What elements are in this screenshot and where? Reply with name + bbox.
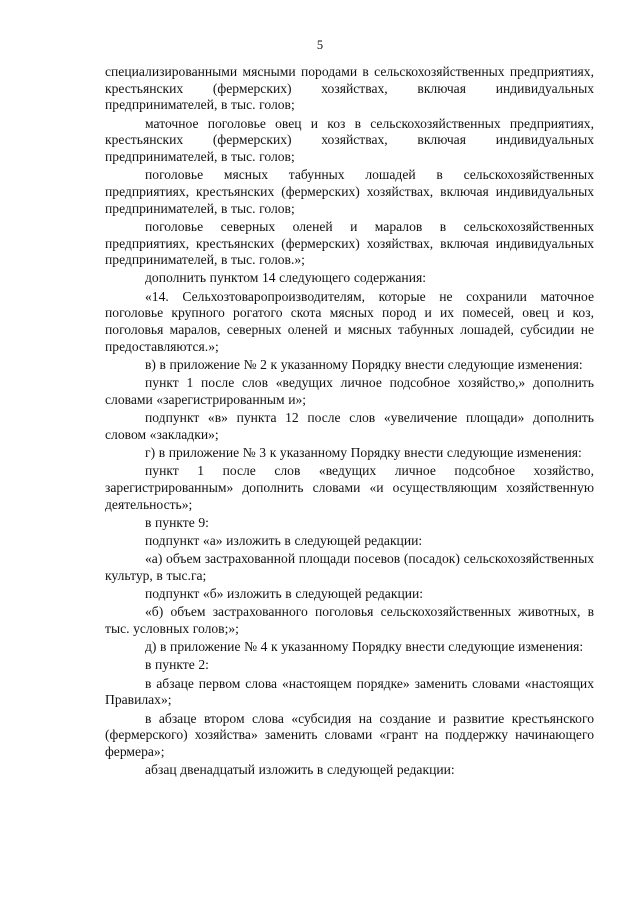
paragraph: подпункт «а» изложить в следующей редакции: — [145, 532, 423, 548]
paragraph: «14. Сельхозтоваропроизводителям, которые не сохранили маточное поголовье крупного рогатого скота мясных пород и их помесей, овец и коз, поголовья маралов, северных оленей и мясных табунных лошадей, субсидии не предоставляются.»; — [105, 288, 594, 354]
paragraph: специализированными мясными породами в сельскохозяйственных предприятиях, крестьянских (фермерских) хозяйствах, включая индивидуальных предпринимателей, в тыс. голов; — [105, 64, 594, 113]
paragraph: «а) объем застрахованной площади посевов (посадок) сельскохозяйственных культур, в тыс.га; — [105, 551, 594, 583]
paragraph: г) в приложение № 3 к указанному Порядку внести следующие изменения: — [145, 444, 582, 460]
paragraph: дополнить пунктом 14 следующего содержания: — [145, 270, 427, 286]
paragraph: в пункте 2: — [145, 657, 209, 673]
paragraph: пункт 1 после слов «ведущих личное подсобное хозяйство, зарегистрированным» дополнить словами «и осуществляющим хозяйственную деятельность»; — [105, 463, 594, 512]
paragraph: подпункт «б» изложить в следующей редакции: — [145, 586, 424, 602]
paragraph: абзац двенадцатый изложить в следующей редакции: — [145, 762, 455, 778]
paragraph: «б) объем застрахованного поголовья сельскохозяйственных животных, в тыс. условных голов;»; — [105, 604, 594, 636]
paragraph: поголовье мясных табунных лошадей в сельскохозяйственных предприятиях, крестьянских (фермерских) хозяйствах, включая индивидуальных предпринимателей, в тыс. голов; — [105, 167, 594, 216]
paragraph: в) в приложение № 2 к указанному Порядку внести следующие изменения: — [145, 356, 583, 372]
paragraph: поголовье северных оленей и маралов в сельскохозяйственных предприятиях, крестьянских (фермерских) хозяйствах, включая индивидуальных предпринимателей, в тыс. голов.»; — [105, 218, 594, 268]
document-body — [105, 64, 594, 780]
paragraph: в пункте 9: — [145, 514, 209, 530]
paragraph: д) в приложение № 4 к указанному Порядку внести следующие изменения: — [145, 639, 584, 655]
paragraph: подпункт «в» пункта 12 после слов «увеличение площади» дополнить словом «закладки»; — [105, 410, 594, 442]
paragraph: в абзаце втором слова «субсидия на создание и развитие крестьянского (фермерского) хозяйства» заменить словами «грант на поддержку начинающего фермера»; — [105, 710, 594, 759]
page-number: 5 — [316, 38, 324, 52]
paragraph: пункт 1 после слов «ведущих личное подсобное хозяйство,» дополнить словами «зарегистрированным и»; — [105, 375, 594, 407]
paragraph: в абзаце первом слова «настоящем порядке» заменить словами «настоящих Правилах»; — [105, 675, 594, 708]
paragraph: маточное поголовье овец и коз в сельскохозяйственных предприятиях, крестьянских (фермерских) хозяйствах, включая индивидуальных предпринимателей, в тыс. голов; — [105, 115, 594, 165]
